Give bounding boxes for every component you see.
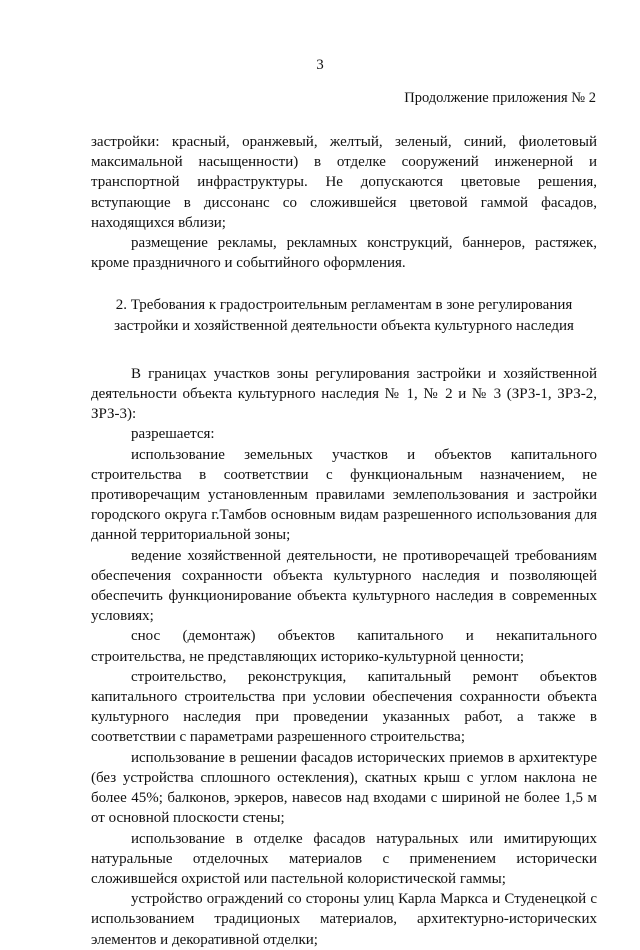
list-item-facade-techniques: использование в решении фасадов исторических приемов в архитектуре (без устройства сплошного остекления), скатных крыш с углом наклона не более 45%; балконов, эркеров, навесов над входами с шириной не более 1,5 м от основной плоскости стены;	[91, 749, 597, 827]
list-item-land-use: использование земельных участков и объектов капитального строительства в соответствии с функциональным назначением, не противоречащим установленным правилами землепользования и застройки городского округа г.Тамбов основным видам разрешенного использования для данной территориальной зоны;	[91, 446, 597, 544]
paragraph-advertising: размещение рекламы, рекламных конструкций, баннеров, растяжек, кроме праздничного и событийного оформления.	[91, 235, 597, 272]
paragraph-color-restrictions: застройки: красный, оранжевый, желтый, зеленый, синий, фиолетовый максимальной насыщенности) в отделке сооружений инженерной и транспортной инфраструктуры. Не допускаются цветовые решения, вступающие в диссонанс со сложившейся цветовой гаммой фасадов, находящихся вблизи;	[91, 134, 597, 231]
document-body	[91, 132, 597, 950]
paragraph-allowed-label: разрешается:	[131, 426, 215, 443]
section-heading: 2. Требования к градостроительным регламентам в зоне регулирования застройки и хозяйственной деятельности объекта культурного наследия	[114, 297, 574, 334]
list-item-economic-activity: ведение хозяйственной деятельности, не противоречащей требованиям обеспечения сохранности объекта культурного наследия и позволяющей обеспечить функционирование объекта культурного наследия в современных условиях;	[91, 547, 597, 625]
paragraph-zone-intro: В границах участков зоны регулирования застройки и хозяйственной деятельности объекта культурного наследия № 1, № 2 и № 3 (ЗРЗ-1, ЗРЗ-2, ЗРЗ-3):	[91, 365, 597, 423]
appendix-continuation-label: Продолжение приложения № 2	[404, 90, 596, 106]
list-item-fences: устройство ограждений со стороны улиц Карла Маркса и Студенецкой с использованием традиционых материалов, архитектурно-исторических элементов и декоративной отделки;	[91, 891, 597, 948]
page-number: 3	[316, 57, 324, 73]
list-item-facade-materials: использование в отделке фасадов натуральных или имитирующих натуральные отделочных материалов с применением исторически сложившейся охристой или пастельной колористической гаммы;	[91, 830, 597, 887]
list-item-construction: строительство, реконструкция, капитальный ремонт объектов капитального строительства при условии обеспечения сохранности объекта культурного наследия при проведении указанных работ, а также в соответствии с параметрами разрешенного строительства;	[91, 668, 597, 746]
list-item-demolition: снос (демонтаж) объектов капитального и некапитального строительства, не представляющих историко-культурной ценности;	[91, 628, 597, 665]
